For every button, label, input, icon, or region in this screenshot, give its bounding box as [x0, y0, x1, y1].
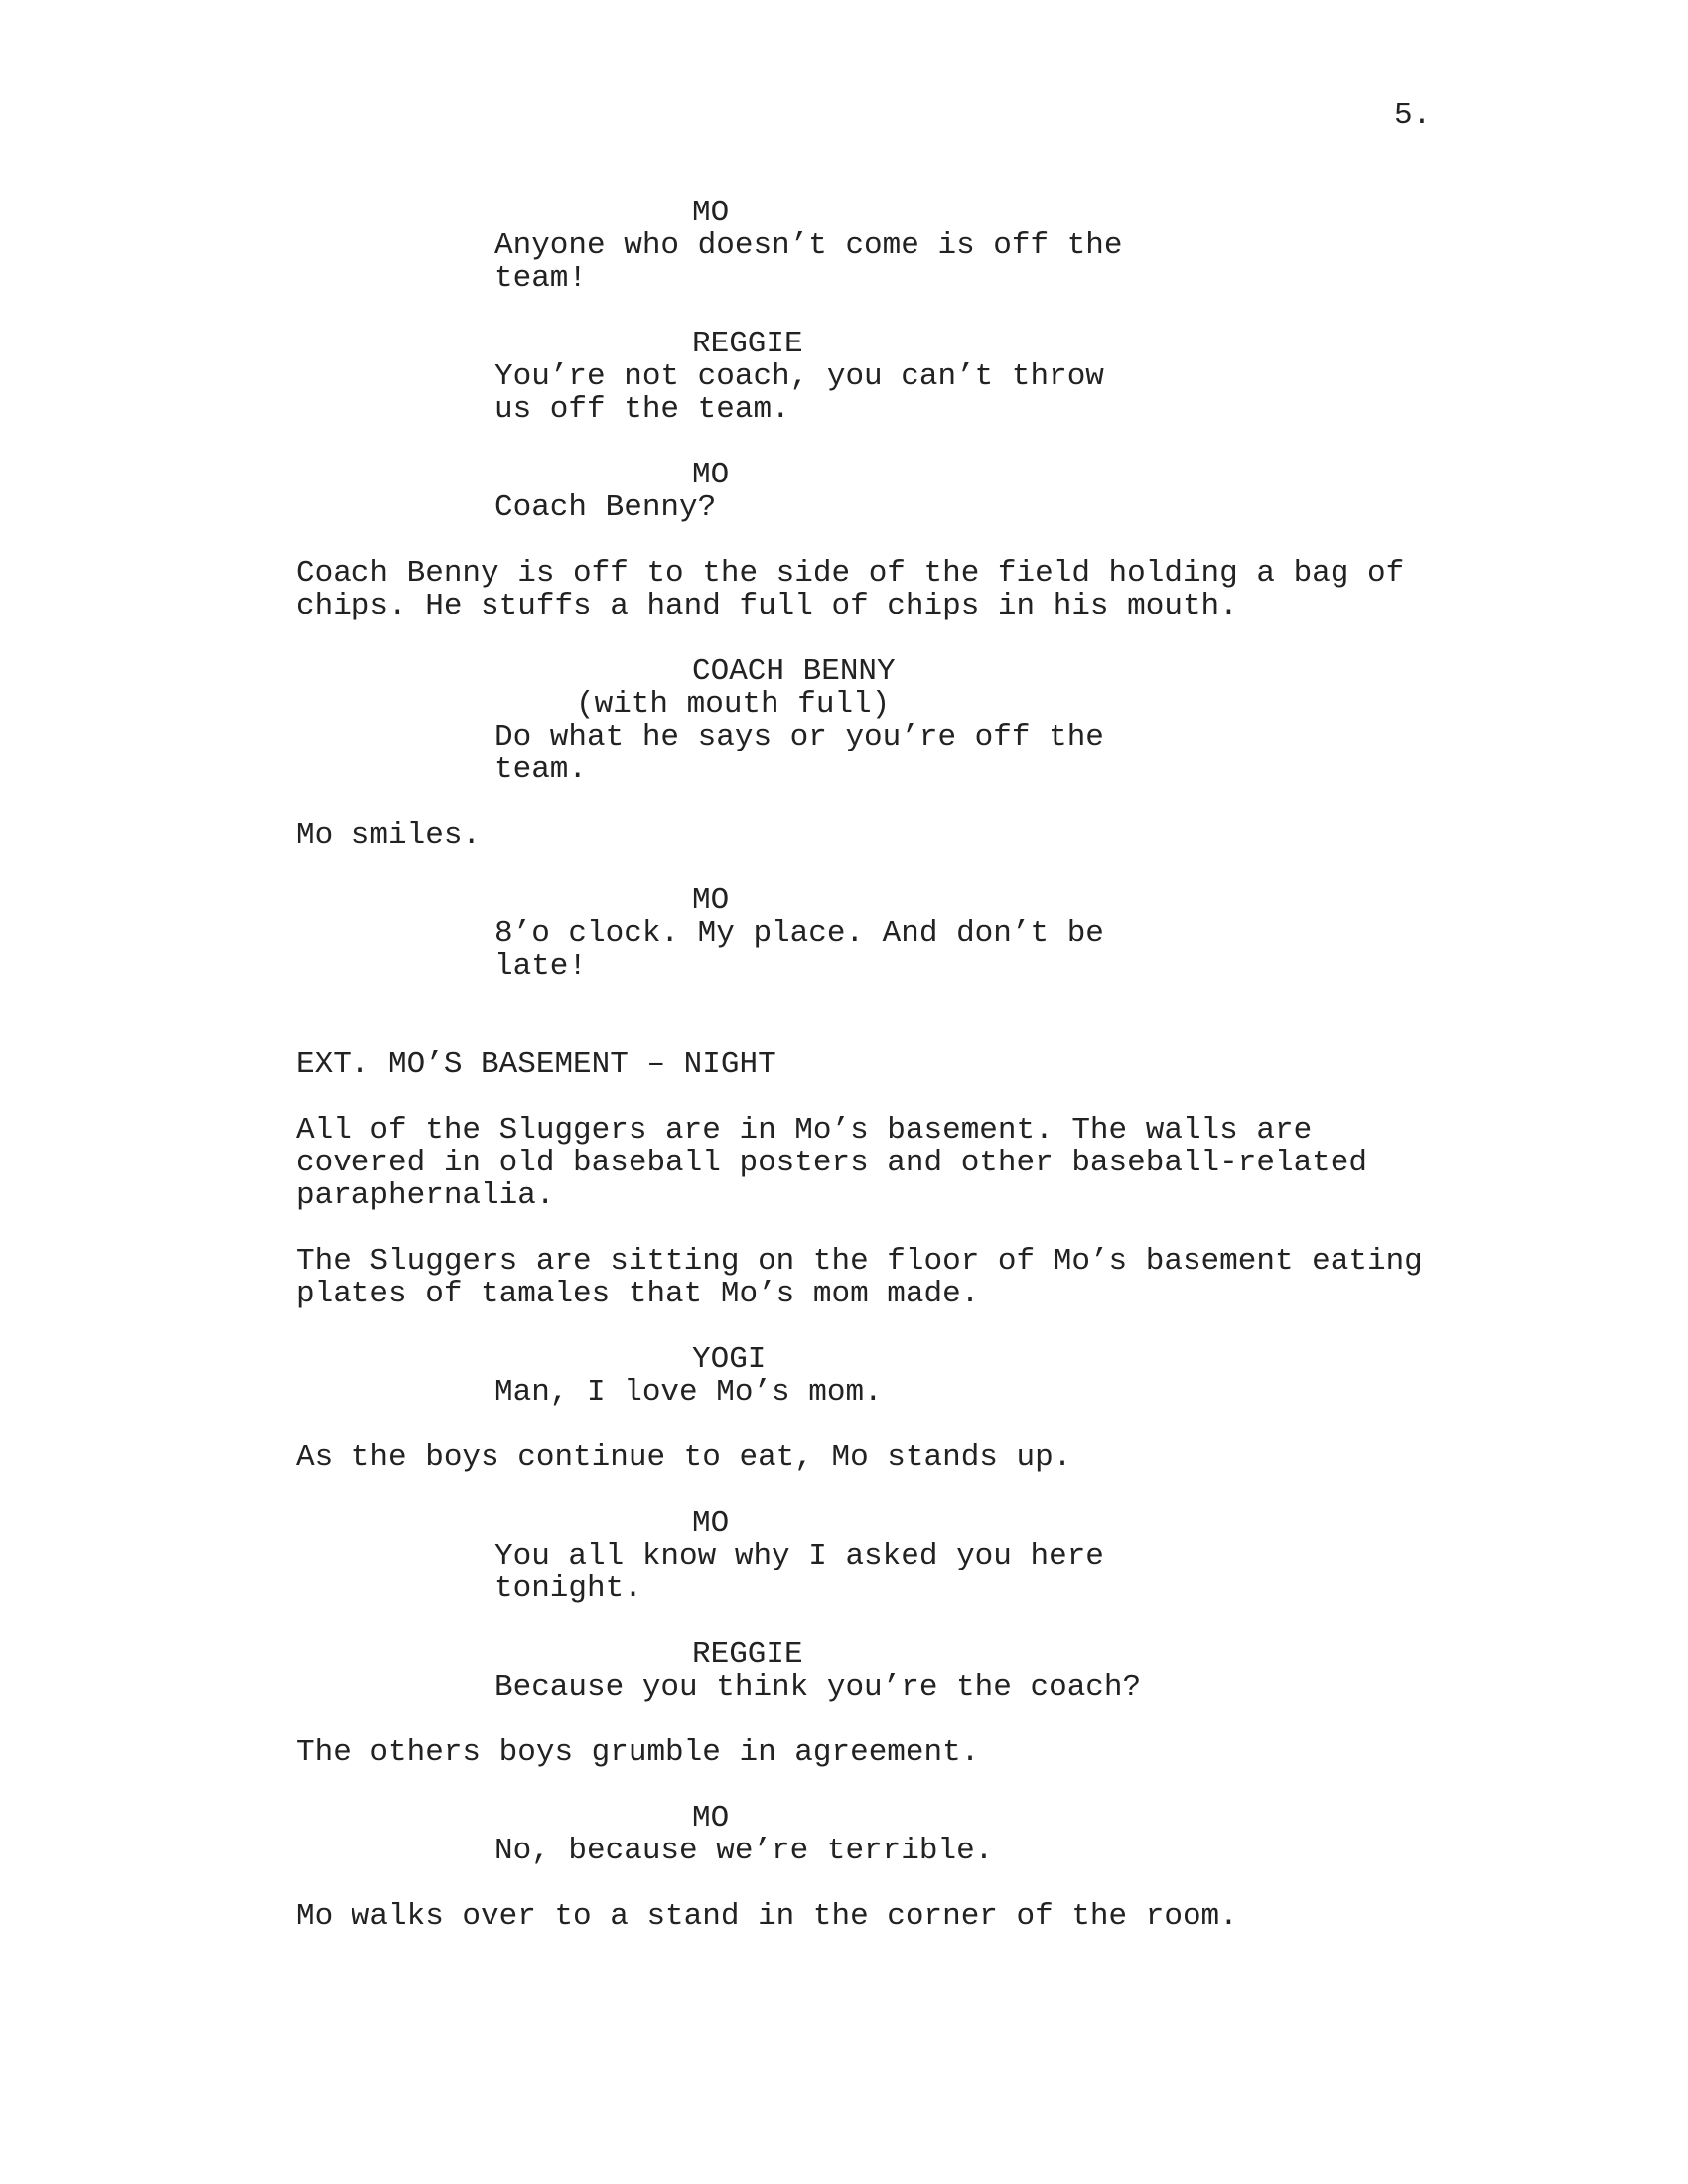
character-name: REGGIE	[692, 327, 803, 361]
dialogue: No, because we’re terrible.	[494, 1834, 994, 1868]
action-line: Mo walks over to a stand in the corner of the room.	[296, 1899, 1238, 1934]
character-name: MO	[692, 1506, 730, 1541]
character-name: MO	[692, 196, 730, 230]
dialogue: Coach Benny?	[494, 490, 717, 525]
dialogue: Do what he says or you’re off the team.	[494, 720, 1104, 787]
dialogue: Anyone who doesn’t come is off the team!	[494, 228, 1123, 296]
character-name: MO	[692, 884, 730, 918]
action-line: The others boys grumble in agreement.	[296, 1735, 980, 1770]
character-name: REGGIE	[692, 1637, 803, 1672]
dialogue: 8’o clock. My place. And don’t be late!	[494, 916, 1104, 984]
character-name: MO	[692, 1801, 730, 1836]
parenthetical: (with mouth full)	[576, 687, 891, 722]
action-line: As the boys continue to eat, Mo stands up.	[296, 1440, 1072, 1475]
dialogue: Because you think you’re the coach?	[494, 1670, 1142, 1705]
action-line: All of the Sluggers are in Mo’s basement. The walls are covered in old baseball posters and other baseball-related paraphernalia.	[296, 1113, 1367, 1213]
action-line: The Sluggers are sitting on the floor of Mo’s basement eating plates of tamales that Mo’s mom made.	[296, 1244, 1423, 1311]
page-number: 5.	[1394, 98, 1432, 133]
character-name: COACH BENNY	[692, 654, 896, 689]
dialogue: Man, I love Mo’s mom.	[494, 1375, 883, 1410]
dialogue: You all know why I asked you here tonight.	[494, 1539, 1104, 1606]
dialogue: You’re not coach, you can’t throw us off the team.	[494, 359, 1104, 427]
character-name: MO	[692, 458, 730, 492]
action-line: Coach Benny is off to the side of the field holding a bag of chips. He stuffs a hand full of chips in his mouth.	[296, 556, 1405, 623]
action-line: Mo smiles.	[296, 818, 482, 853]
scene-heading: EXT. MO’S BASEMENT – NIGHT	[296, 1047, 776, 1082]
character-name: YOGI	[692, 1342, 767, 1377]
